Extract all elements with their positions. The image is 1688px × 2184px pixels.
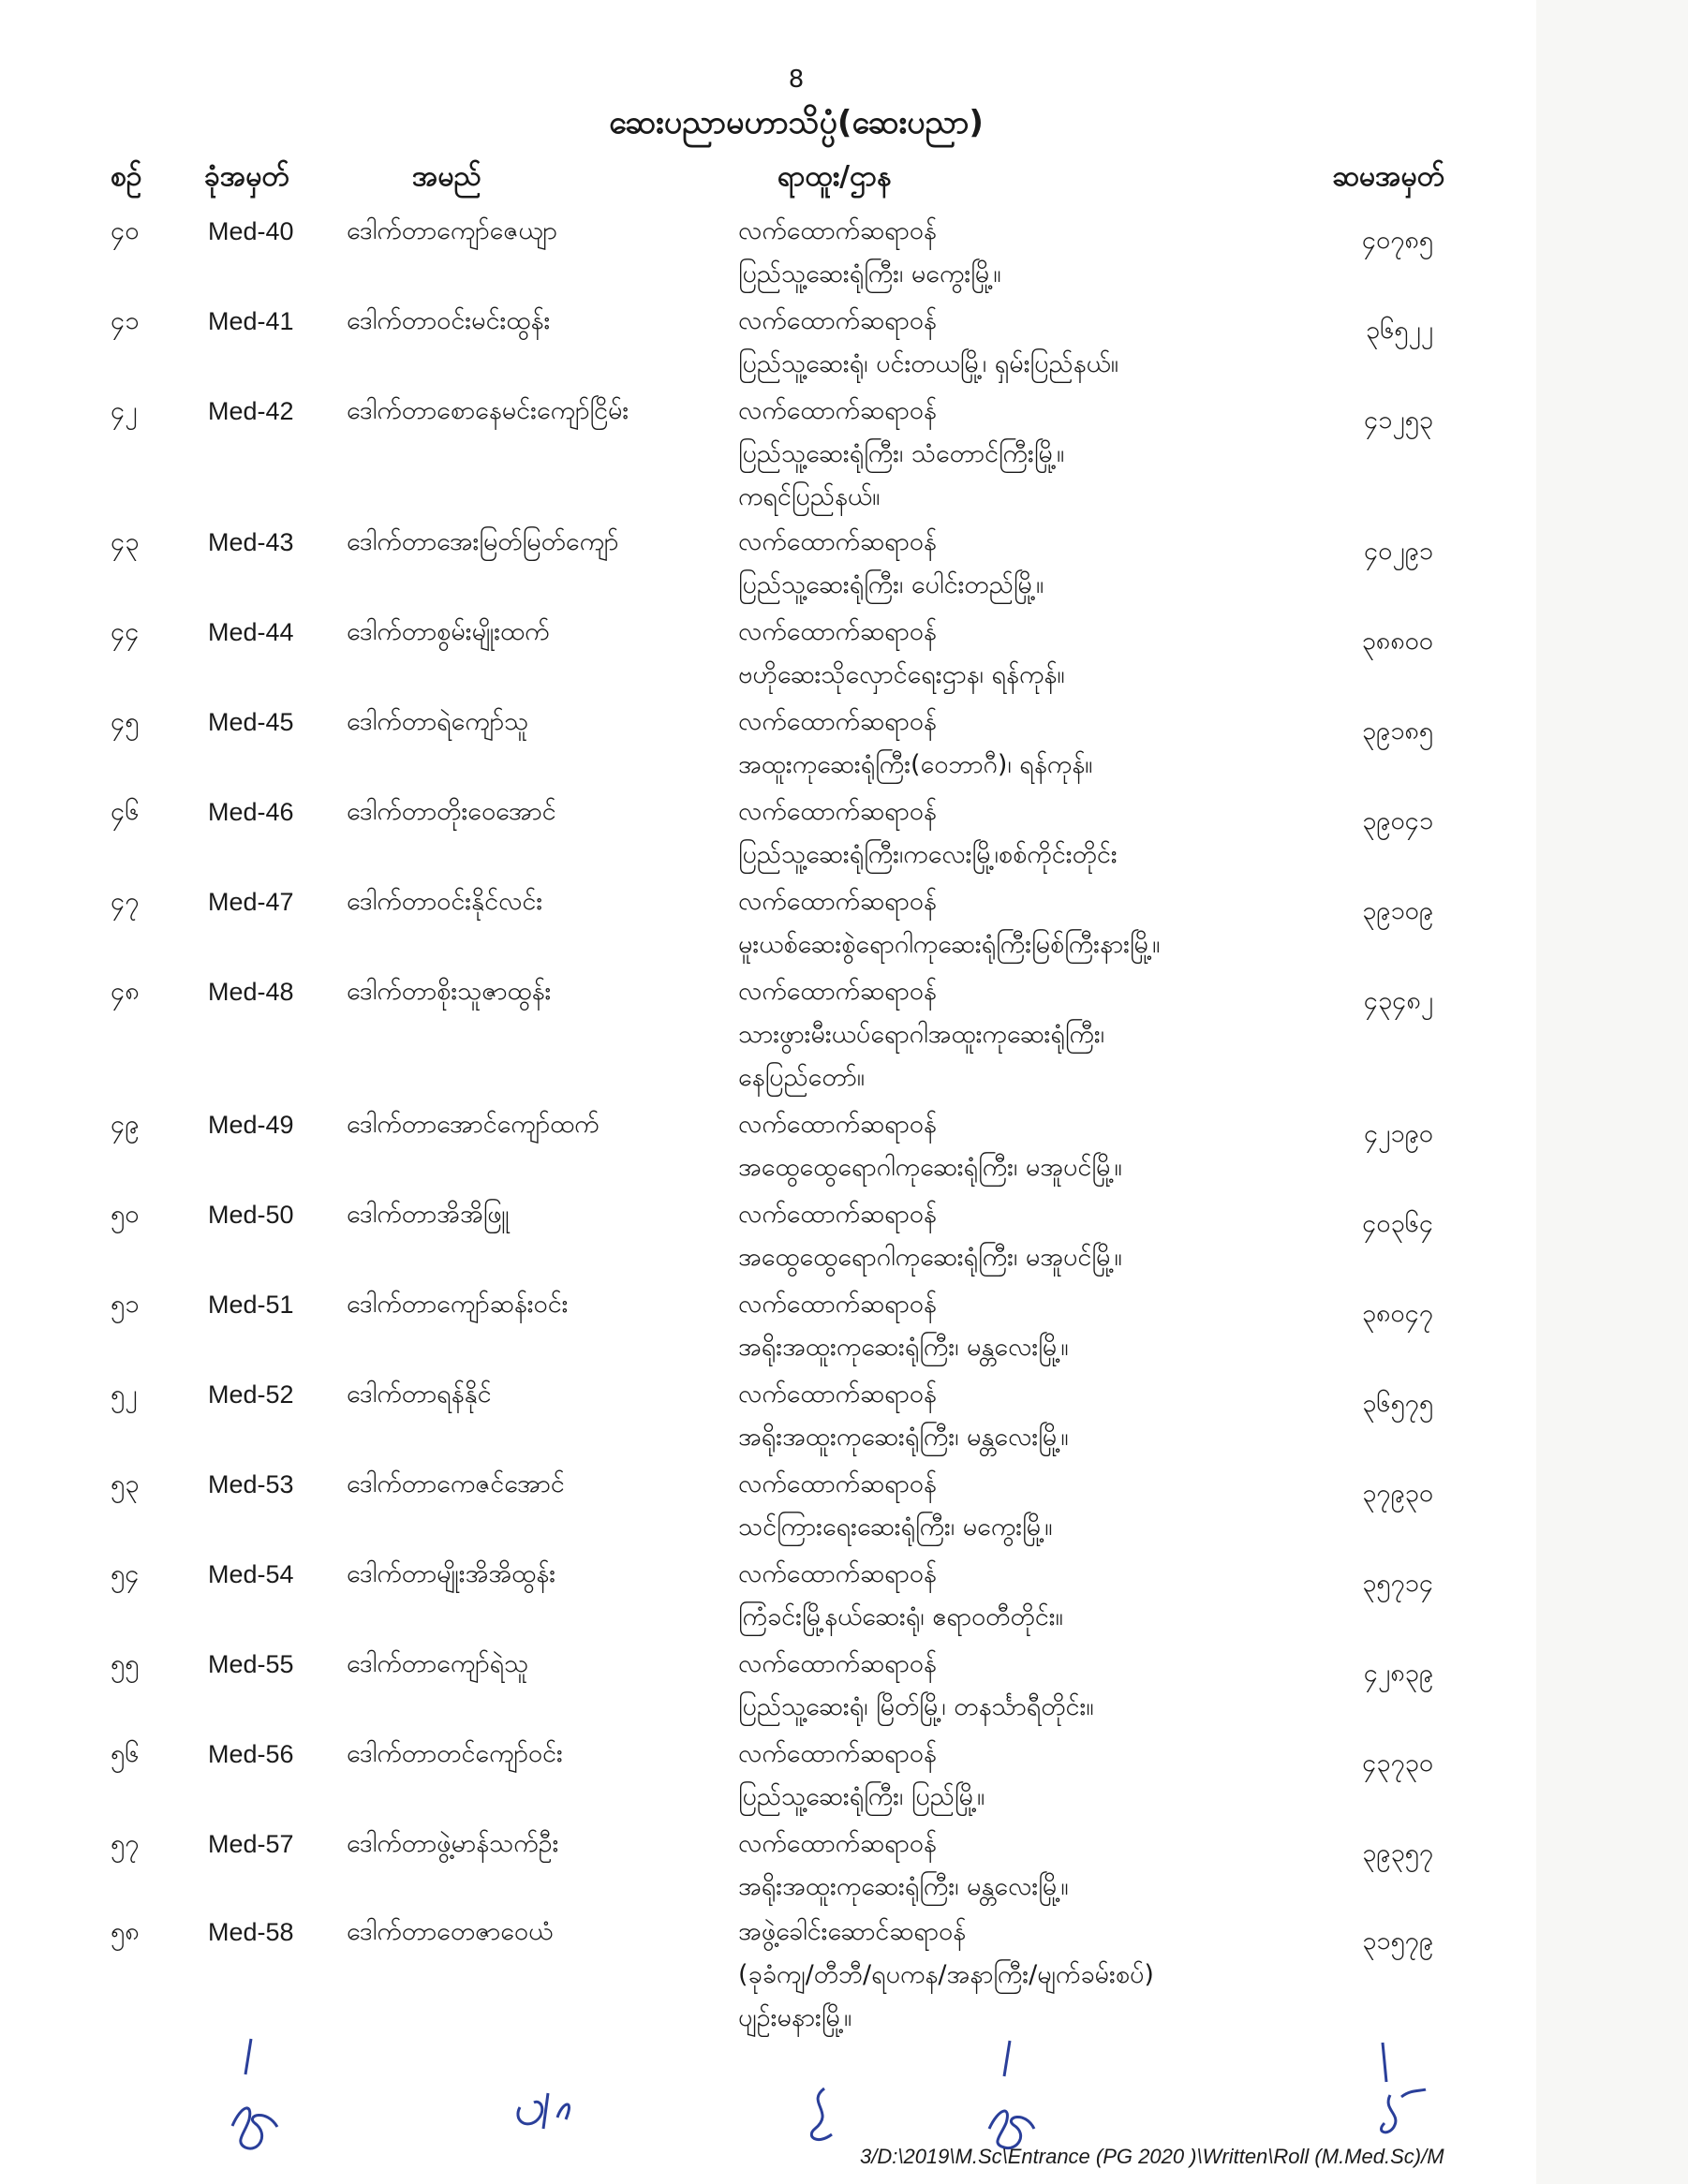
roll-number: Med-56 (208, 1740, 294, 1768)
person-name: ဒေါက်တာတေဇာဝေယံ (347, 1917, 554, 1946)
sama-number: ၃၈၀၄၇ (1361, 1299, 1433, 1328)
position-line: ပြည်သူ့ဆေးရုံ၊ ပင်းတယမြို့၊ ရှမ်းပြည်နယ်။ (738, 349, 1118, 378)
position-line: အရိုးအထူးကုဆေးရုံကြီး၊ မန္တလေးမြို့။ (738, 1872, 1069, 1901)
position-line: လက်ထောက်ဆရာဝန် (738, 797, 937, 826)
position-line: လက်ထောက်ဆရာဝန် (738, 707, 937, 736)
sama-number: ၃၇၉၃၀ (1362, 1479, 1433, 1508)
position-department (738, 1463, 1052, 1549)
person-name: ဒေါက်တာအေးမြတ်မြတ်ကျော် (347, 527, 619, 556)
position-line: ဗဟိုဆေးသိုလှောင်ရေးဌာန၊ ရန်ကုန်။ (738, 660, 1065, 689)
header-sama: ဆမအမှတ် (1331, 160, 1444, 193)
row-number: ၄၁ (111, 306, 140, 335)
roll-number: Med-54 (208, 1560, 294, 1588)
row-number: ၅၇ (111, 1829, 140, 1858)
roll-number: Med-49 (208, 1111, 294, 1139)
roll-number: Med-43 (208, 528, 294, 556)
person-name: ဒေါက်တာစောနေမင်းကျော်ငြိမ်း (347, 396, 629, 425)
roll-number: Med-46 (208, 798, 294, 826)
row-number: ၄၈ (111, 977, 140, 1006)
row-number: ၄၇ (111, 887, 140, 916)
footer-file-path: 3/D:\2019\M.Sc\Entrance (PG 2020 )\Written\Roll (M.Med.Sc)/M (860, 2145, 1444, 2168)
position-line: လက်ထောက်ဆရာဝန် (738, 977, 937, 1006)
roll-number: Med-50 (208, 1201, 294, 1229)
position-line: လက်ထောက်ဆရာဝန် (738, 1200, 937, 1229)
position-line: လက်ထောက်ဆရာဝန် (738, 1649, 937, 1678)
roll-number: Med-45 (208, 708, 294, 736)
position-line: ပြည်သူ့ဆေးရုံကြီး၊ ပေါင်းတည်မြို့။ (738, 570, 1044, 599)
person-name: ဒေါက်တာကေဇင်အောင် (347, 1469, 565, 1498)
roll-number: Med-41 (208, 307, 294, 335)
roll-number: Med-42 (208, 397, 294, 425)
sama-number: ၃၉၀၄၁ (1362, 806, 1433, 835)
person-name: ဒေါက်တာရဲကျော်သူ (347, 707, 529, 736)
position-line: ကရင်ပြည်နယ်။ (738, 482, 881, 511)
position-department (738, 790, 1118, 877)
position-department (738, 1822, 1069, 1909)
position-department (738, 1733, 985, 1819)
header-roll: ခုံအမှတ် (204, 160, 289, 193)
position-line: အထွေထွေရောဂါကုဆေးရုံကြီး၊ မအူပင်မြို့။ (738, 1243, 1122, 1272)
position-line: မူးယစ်ဆေးစွဲရောဂါကုဆေးရုံကြီးမြစ်ကြီးနားမြို့။ (738, 930, 1161, 959)
position-department (738, 1103, 1122, 1189)
position-department (738, 1193, 1122, 1279)
signature-3 (811, 2088, 832, 2140)
sama-number: ၃၆၅၇၅ (1362, 1389, 1433, 1418)
position-line: လက်ထောက်ဆရာဝန် (738, 1469, 937, 1498)
page-number: 8 (788, 66, 805, 94)
row-number: ၅၂ (111, 1380, 138, 1409)
sama-number: ၄၀၃၆၄ (1362, 1209, 1433, 1238)
header-position: ရာထူး/ဌာန (777, 160, 892, 193)
person-name: ဒေါက်တာတင်ကျော်ဝင်း (347, 1739, 563, 1768)
position-line: ပြည်သူ့ဆေးရုံကြီး၊ကလေးမြို့၊စစ်ကိုင်းတိုင်း (738, 840, 1118, 869)
position-department (738, 701, 1092, 787)
position-department (738, 1553, 1063, 1639)
person-name: ဒေါက်တာကျော်ရဲသူ (347, 1649, 529, 1678)
header-name: အမည် (412, 160, 481, 193)
row-number: ၅၆ (111, 1739, 140, 1768)
row-number: ၄၃ (111, 527, 140, 556)
row-number: ၄၄ (111, 617, 140, 646)
signature-2 (518, 2093, 570, 2129)
position-line: လက်ထောက်ဆရာဝန် (738, 617, 937, 646)
row-number: ၄၅ (111, 707, 140, 736)
document-title: ဆေးပညာမဟာသိပ္ပံ(ဆေးပညာ) (609, 104, 984, 141)
position-department (738, 300, 1118, 386)
person-name: ဒေါက်တာအောင်ကျော်ထက် (347, 1110, 600, 1139)
row-number: ၄၆ (111, 797, 140, 826)
row-number: ၅၀ (111, 1200, 140, 1229)
roll-number: Med-55 (208, 1650, 294, 1678)
sama-number: ၃၈၈၀၀ (1361, 627, 1433, 656)
roll-number: Med-52 (208, 1380, 294, 1409)
position-line: ကြံခင်းမြို့နယ်ဆေးရုံ၊ ဧရာဝတီတိုင်း။ (738, 1602, 1063, 1631)
sama-number: ၃၆၅၂၂ (1365, 316, 1433, 345)
signature-4 (989, 2041, 1034, 2148)
position-line: လက်ထောက်ဆရာဝန် (738, 396, 937, 425)
position-line: လက်ထောက်ဆရာဝန် (738, 1739, 937, 1768)
person-name: ဒေါက်တာရန်နိုင် (347, 1380, 492, 1409)
roll-number: Med-51 (208, 1291, 294, 1319)
roll-number: Med-53 (208, 1470, 294, 1498)
sama-number: ၄၂၈၃၉ (1363, 1659, 1433, 1688)
sama-number: ၃၉၁၀၉ (1362, 896, 1433, 925)
position-line: ပြည်သူ့ဆေးရုံကြီး၊ သံတောင်ကြီးမြို့။ (738, 439, 1065, 468)
position-line: သားဖွားမီးယပ်ရောဂါအထူးကုဆေးရုံကြီး၊ (738, 1020, 1104, 1049)
position-department (738, 970, 1104, 1099)
table-header (0, 157, 1536, 204)
sama-number: ၄၃၄၈၂ (1363, 986, 1433, 1015)
roll-number: Med-40 (208, 217, 294, 245)
position-line: အရိုးအထူးကုဆေးရုံကြီး၊ မန္တလေးမြို့။ (738, 1423, 1069, 1452)
position-line: နေပြည်တော်။ (738, 1063, 865, 1092)
sama-number: ၄၂၁၉၀ (1363, 1119, 1433, 1148)
position-line: လက်ထောက်ဆရာဝန် (738, 1290, 937, 1319)
position-line: လက်ထောက်ဆရာဝန် (738, 1110, 937, 1139)
position-department (738, 521, 1044, 607)
position-line: လက်ထောက်ဆရာဝန် (738, 887, 937, 916)
position-line: ပျဉ်းမနားမြို့။ (738, 2003, 852, 2032)
position-department (738, 880, 1160, 967)
row-number: ၅၄ (111, 1559, 140, 1588)
header-no: စဉ် (111, 160, 142, 193)
position-line: လက်ထောက်ဆရာဝန် (738, 1380, 937, 1409)
position-line: အရိုးအထူးကုဆေးရုံကြီး၊ မန္တလေးမြို့။ (738, 1333, 1069, 1362)
person-name: ဒေါက်တာအိအိဖြူ (347, 1200, 510, 1229)
position-line: လက်ထောက်ဆရာဝန် (738, 1829, 937, 1858)
row-number: ၄၂ (111, 396, 138, 425)
position-department (738, 210, 1001, 296)
position-department (738, 1283, 1069, 1369)
sama-number: ၄၃၇၃၀ (1362, 1749, 1433, 1778)
roll-number: Med-44 (208, 618, 294, 646)
row-number: ၅၈ (111, 1917, 140, 1946)
signature-5 (1382, 2043, 1427, 2132)
position-line: ပြည်သူ့ဆေးရုံ၊ မြိတ်မြို့၊ တနင်္သာရီတိုင်း။ (738, 1692, 1094, 1721)
position-line: လက်ထောက်ဆရာဝန် (738, 1559, 937, 1588)
roll-number: Med-58 (208, 1918, 294, 1946)
position-department (738, 1911, 1154, 2040)
signatures (0, 2037, 1536, 2159)
position-line: လက်ထောက်ဆရာဝန် (738, 216, 937, 245)
row-number: ၄၉ (111, 1110, 140, 1139)
position-department (738, 1373, 1069, 1459)
person-name: ဒေါက်တာကျော်ဇေယျာ (347, 216, 557, 245)
person-name: ဒေါက်တာဝင်းနိုင်လင်း (347, 887, 543, 916)
roll-number: Med-48 (208, 978, 294, 1006)
sama-number: ၃၉၃၅၇ (1362, 1838, 1433, 1867)
roll-number: Med-47 (208, 888, 294, 916)
row-number: ၅၃ (111, 1469, 140, 1498)
position-line: ပြည်သူ့ဆေးရုံကြီး၊ ပြည်မြို့။ (738, 1782, 985, 1811)
position-line: ပြည်သူ့ဆေးရုံကြီး၊ မကွေးမြို့။ (738, 259, 1001, 288)
sama-number: ၃၅၇၁၄ (1362, 1569, 1433, 1598)
position-line: (ခုခံကျ/တီဘီ/ရပကန/အနာကြီး/မျက်ခမ်းစပ်) (738, 1960, 1154, 1989)
row-number: ၅၁ (111, 1290, 140, 1319)
roll-number: Med-57 (208, 1830, 294, 1858)
sama-number: ၄၀၇၈၅ (1361, 226, 1433, 255)
position-department (738, 1643, 1094, 1729)
position-line: သင်ကြားရေးဆေးရုံကြီး၊ မကွေးမြို့။ (738, 1513, 1053, 1542)
position-department (738, 390, 1064, 519)
person-name: ဒေါက်တာမျိုးအိအိထွန်း (347, 1559, 556, 1588)
sama-number: ၃၁၅၇၉ (1362, 1926, 1433, 1955)
position-department (738, 611, 1065, 697)
person-name: ဒေါက်တာစွမ်းမျိုးထက် (347, 617, 550, 646)
sama-number: ၄၀၂၉၁ (1363, 537, 1433, 566)
person-name: ဒေါက်တာကျော်ဆန်းဝင်း (347, 1290, 569, 1319)
position-line: အထူးကုဆေးရုံကြီး(ဝေဘာဂီ)၊ ရန်ကုန်။ (738, 750, 1093, 779)
sama-number: ၃၉၁၈၅ (1361, 716, 1433, 745)
position-line: အထွေထွေရောဂါကုဆေးရုံကြီး၊ မအူပင်မြို့။ (738, 1153, 1122, 1182)
person-name: ဒေါက်တာစိုးသူဇာထွန်း (347, 977, 552, 1006)
person-name: ဒေါက်တာတိုးဝေအောင် (347, 797, 556, 826)
person-name: ဒေါက်တာဝင်းမင်းထွန်း (347, 306, 551, 335)
position-line: လက်ထောက်ဆရာဝန် (738, 527, 937, 556)
position-line: လက်ထောက်ဆရာဝန် (738, 306, 937, 335)
sama-number: ၄၁၂၅၃ (1363, 406, 1433, 435)
signature-1 (232, 2039, 277, 2148)
row-number: ၄၀ (111, 216, 140, 245)
person-name: ဒေါက်တာဖွဲ့မာန်သက်ဦး (347, 1829, 559, 1858)
position-line: အဖွဲ့ခေါင်းဆောင်ဆရာဝန် (738, 1917, 967, 1946)
row-number: ၅၅ (111, 1649, 140, 1678)
